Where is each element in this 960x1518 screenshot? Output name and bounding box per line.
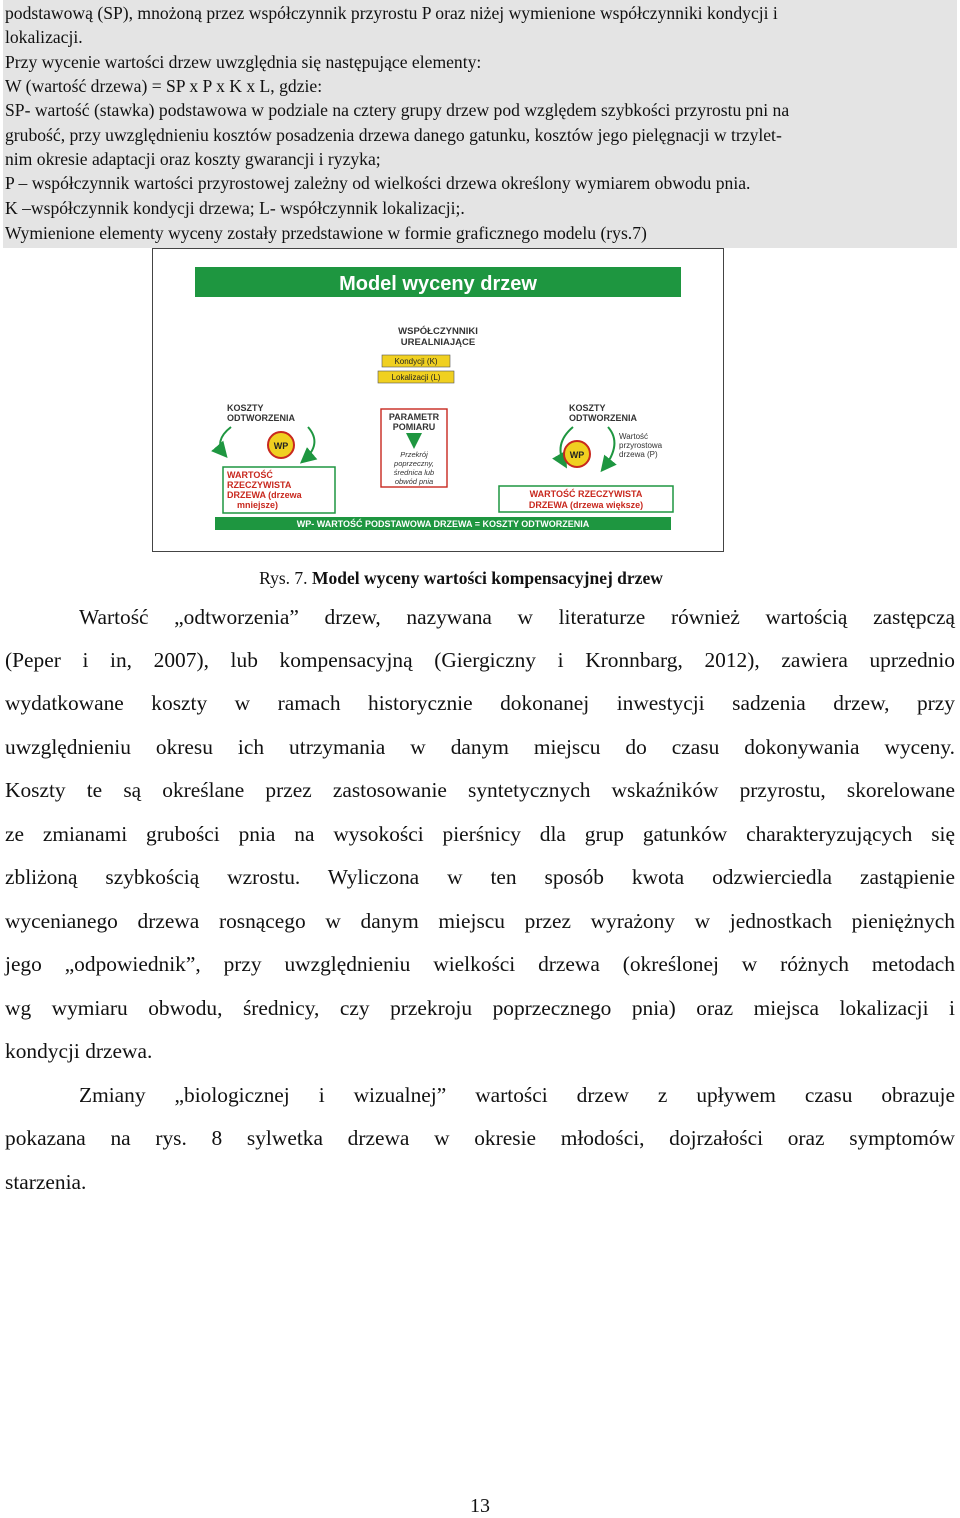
- text-line: K –współczynnik kondycji drzewa; L- współczynnik lokalizacji;.: [5, 198, 465, 218]
- param-sub-3: średnica lub: [393, 468, 435, 477]
- paragraph-line: Wartość „odtworzenia” drzew, nazywana w literaturze również wartością zastępczą: [79, 605, 955, 629]
- paragraph-line: (Peper i in, 2007), lub kompensacyjną (Giergiczny i Kronnbarg, 2012), zawiera uprzednio: [5, 648, 955, 672]
- left-wp-label: WP: [273, 441, 289, 451]
- text-line: lokalizacji.: [5, 27, 83, 47]
- left-curve-arrow-2: [303, 427, 314, 461]
- param-sub-4: obwód pnia: [394, 477, 434, 486]
- formula-line: W (wartość drzewa) = SP x P x K x L, gdzie:: [5, 76, 323, 96]
- growth-1: Wartość: [619, 432, 649, 441]
- left-curve-arrow: [220, 427, 231, 455]
- caption-prefix: Rys. 7.: [259, 568, 312, 588]
- text-line: nim okresie adaptacji oraz koszty gwarancji i ryzyka;: [5, 149, 381, 169]
- text-line: SP- wartość (stawka) podstawowa w podziale na cztery grupy drzew pod względem szybkości przyrostu pni na: [5, 100, 790, 120]
- left-value-2: RZECZYWISTA: [227, 480, 292, 490]
- right-curve-arrow-2: [603, 427, 614, 469]
- coef-header-1: WSPÓŁCZYNNIKI: [398, 326, 478, 337]
- left-value-1: WARTOŚĆ: [227, 470, 273, 480]
- text-line: Wymienione elementy wyceny zostały przedstawione w formie graficznego modelu (rys.7): [5, 223, 647, 243]
- right-value-2: DRZEWA (drzewa większe): [528, 500, 644, 510]
- paragraph-line: wg wymiaru obwodu, średnicy, czy przekroju poprzecznego pnia) oraz miejsca lokalizacji i: [5, 996, 955, 1020]
- paragraph-line: uwzględnieniu okresu ich utrzymania w danym miejscu do czasu dokonywania wyceny.: [5, 735, 955, 759]
- bottom-bar-text: WP- WARTOŚĆ PODSTAWOWA DRZEWA = KOSZTY ODTWORZENIA: [296, 519, 590, 529]
- right-wp-label: WP: [569, 450, 585, 460]
- model-diagram-figure: [152, 248, 724, 552]
- text-line: Przy wycenie wartości drzew uwzględnia się następujące elementy:: [5, 52, 482, 72]
- paragraph-line: Zmiany „biologicznej i wizualnej” wartości drzew z upływem czasu obrazuje: [79, 1083, 955, 1107]
- paragraph-line: starzenia.: [5, 1170, 87, 1194]
- model-diagram: [153, 249, 723, 551]
- page-number: 13: [470, 1495, 490, 1517]
- paragraph-line: ze zmianami grubości pnia na wysokości pierśnicy dla grup gatunków charakteryzujących się: [5, 822, 955, 846]
- growth-3: drzewa (P): [619, 450, 658, 459]
- param-sub-2: poprzeczny,: [394, 459, 434, 468]
- lokalizacja-label: Lokalizacji (L): [391, 373, 441, 382]
- text-line: P – współczynnik wartości przyrostowej zależny od wielkości drzewa określony wymiarem obwodu pnia.: [5, 173, 751, 193]
- text-line: podstawową (SP), mnożoną przez współczynnik przyrostu P oraz niżej wymienione współczynniki kondycji i: [5, 3, 778, 23]
- caption-title: Model wyceny wartości kompensacyjnej drzew: [311, 568, 663, 588]
- left-costs-1: KOSZTY: [227, 403, 264, 413]
- right-value-1: WARTOŚĆ RZECZYWISTA: [529, 489, 643, 499]
- paragraph-line: kondycji drzewa.: [5, 1039, 153, 1063]
- figure-caption: [0, 567, 960, 589]
- left-value-4: mniejsze): [237, 500, 279, 510]
- diagram-title: Model wyceny drzew: [339, 273, 537, 295]
- param-1: PARAMETR: [388, 412, 440, 422]
- paragraph-line: wycenianego drzewa rosnącego w danym miejscu przez wyrażony w jednostkach pieniężnych: [5, 909, 955, 933]
- text-line: grubość, przy uwzględnieniu kosztów posadzenia drzewa danego gatunku, kosztów jego pielęgnacji w trzylet-: [5, 125, 782, 145]
- param-2: POMIARU: [392, 422, 436, 432]
- paragraph-line: zbliżoną szybkością wzrostu. Wyliczona w ten sposób kwota odzwierciedla zastąpienie: [5, 865, 955, 889]
- kondycja-label: Kondycji (K): [394, 357, 438, 366]
- right-costs-2: ODTWORZENIA: [569, 413, 637, 423]
- paragraph-line: jego „odpowiednik”, przy uwzględnieniu wielkości drzewa (określonej w różnych metodach: [5, 952, 955, 976]
- coef-header-2: UREALNIAJĄCE: [400, 337, 476, 348]
- left-value-3: DRZEWA (drzewa: [227, 490, 302, 500]
- param-sub-1: Przekrój: [400, 450, 428, 459]
- paragraph-line: Koszty te są określane przez zastosowanie syntetycznych wskaźników przyrostu, skorelowane: [5, 778, 955, 802]
- growth-2: przyrostowa: [619, 441, 663, 450]
- left-costs-2: ODTWORZENIA: [227, 413, 295, 423]
- right-costs-1: KOSZTY: [569, 403, 606, 413]
- paragraph-line: pokazana na rys. 8 sylwetka drzewa w okresie młodości, dojrzałości oraz symptomów: [5, 1126, 955, 1150]
- paragraph-line: wydatkowane koszty w ramach historycznie dokonanej inwestycji sadzenia drzew, przy: [5, 691, 955, 715]
